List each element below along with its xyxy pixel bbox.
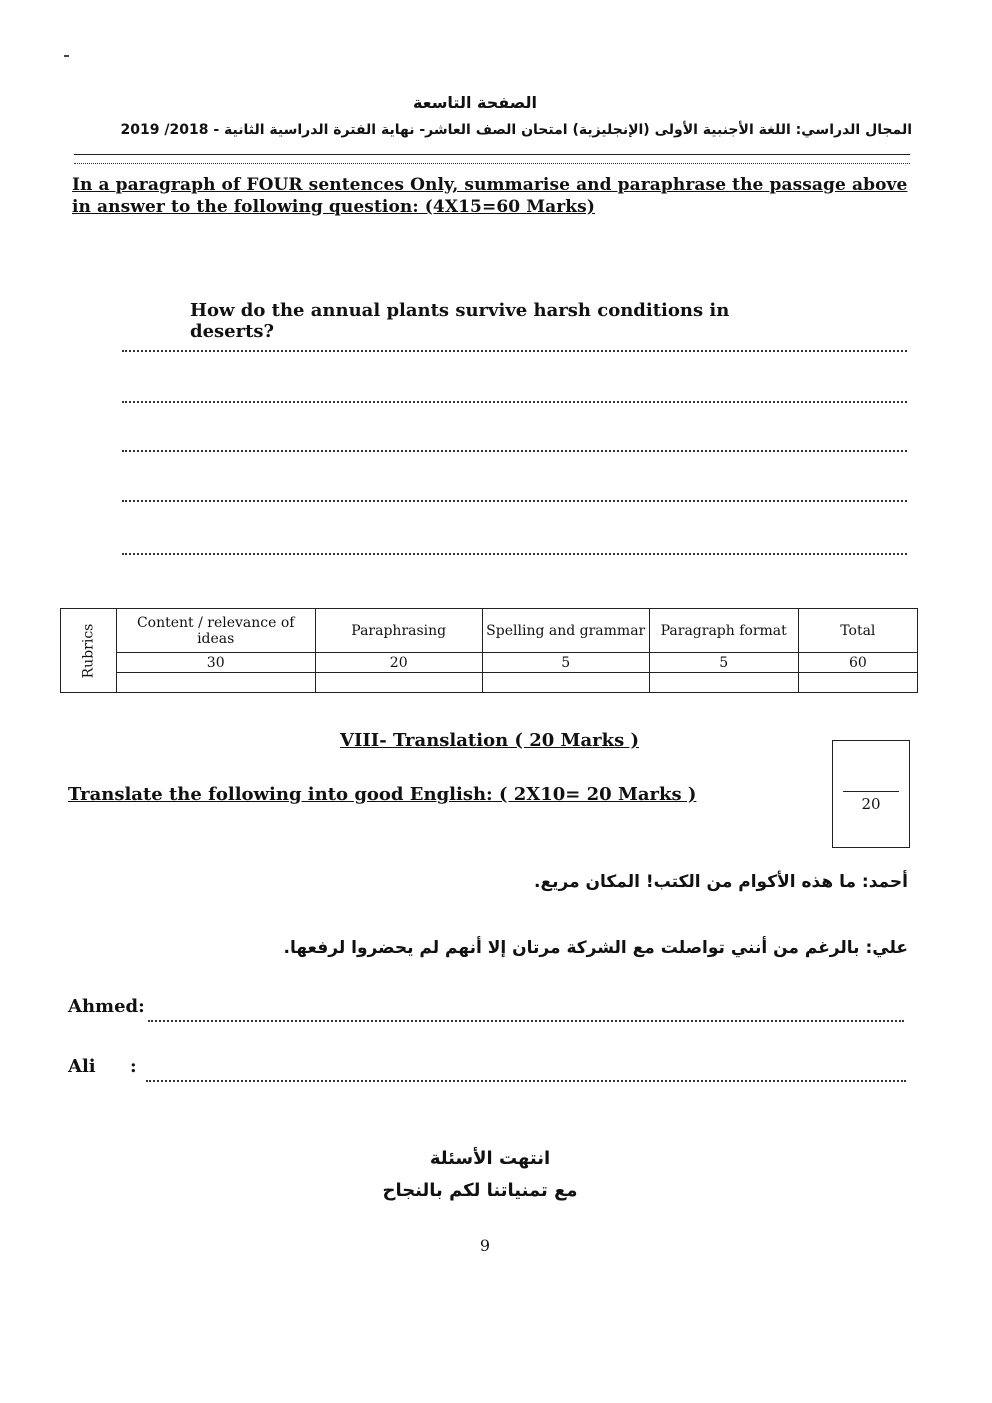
- page-number: 9: [479, 1236, 491, 1255]
- rubric-label-cell: [61, 609, 117, 693]
- rubric-mark: 60: [798, 653, 917, 673]
- score-box[interactable]: [832, 740, 910, 848]
- answer-line[interactable]: [122, 350, 907, 352]
- summary-instruction: In a paragraph of FOUR sentences Only, summarise and paraphrase the passage above in answer to the following question: (4X15=60 Marks): [72, 175, 908, 217]
- rubric-header: Content / relevance of ideas: [116, 609, 315, 653]
- translation-instruction: Translate the following into good English: ( 2X10= 20 Marks ): [68, 784, 697, 805]
- answer-line[interactable]: [122, 500, 907, 502]
- arabic-sentence-ali: علي: بالرغم من أنني تواصلت مع الشركة مرتان إلا أنهم لم يحضروا لرفعها.: [283, 938, 908, 958]
- rubric-mark: 30: [116, 653, 315, 673]
- answer-line[interactable]: [122, 553, 907, 555]
- closing-line-2: مع تمنياتنا لكم بالنجاح: [382, 1180, 578, 1201]
- scan-speck: [64, 55, 69, 57]
- rubric-label: Rubrics: [80, 623, 97, 678]
- rubric-table: [60, 608, 918, 693]
- answer-line[interactable]: [122, 450, 907, 452]
- translation-answer-ahmed[interactable]: [148, 1020, 904, 1022]
- rubric-header: Spelling and grammar: [482, 609, 649, 653]
- rubric-score-cell[interactable]: [116, 673, 315, 693]
- rubric-mark: 5: [649, 653, 798, 673]
- answer-colon-ali: :: [130, 1056, 137, 1077]
- rubric-score-cell[interactable]: [798, 673, 917, 693]
- rubric-header: Paragraph format: [649, 609, 798, 653]
- closing-line-1: انتهت الأسئلة: [429, 1148, 551, 1169]
- arabic-sentence-ahmed: أحمد: ما هذه الأكوام من الكتب! المكان مريع.: [534, 872, 908, 892]
- header-rule: [74, 154, 910, 155]
- exam-subtitle: المجال الدراسي: اللغة الأجنبية الأولى (الإنجليزية) امتحان الصف العاشر- نهاية الفترة الدراسية الثانية - 2018/ 2019: [120, 122, 912, 138]
- answer-label-ali: Ali: [68, 1056, 96, 1077]
- answer-line[interactable]: [122, 401, 907, 403]
- rubric-header: Paraphrasing: [315, 609, 482, 653]
- rubric-header: Total: [798, 609, 917, 653]
- score-line: [843, 791, 899, 792]
- rubric-mark: 5: [482, 653, 649, 673]
- answer-label-ahmed: Ahmed:: [68, 996, 145, 1017]
- translation-answer-ali[interactable]: [146, 1080, 906, 1082]
- summary-question: How do the annual plants survive harsh conditions in deserts?: [190, 300, 730, 342]
- translation-title: VIII- Translation ( 20 Marks ): [340, 730, 639, 751]
- page-title: الصفحة التاسعة: [412, 93, 538, 112]
- rubric-score-cell[interactable]: [315, 673, 482, 693]
- score-total: 20: [861, 795, 881, 813]
- rubric-mark: 20: [315, 653, 482, 673]
- rubric-score-cell[interactable]: [482, 673, 649, 693]
- rubric-score-cell[interactable]: [649, 673, 798, 693]
- header-dotted-rule: [74, 163, 910, 164]
